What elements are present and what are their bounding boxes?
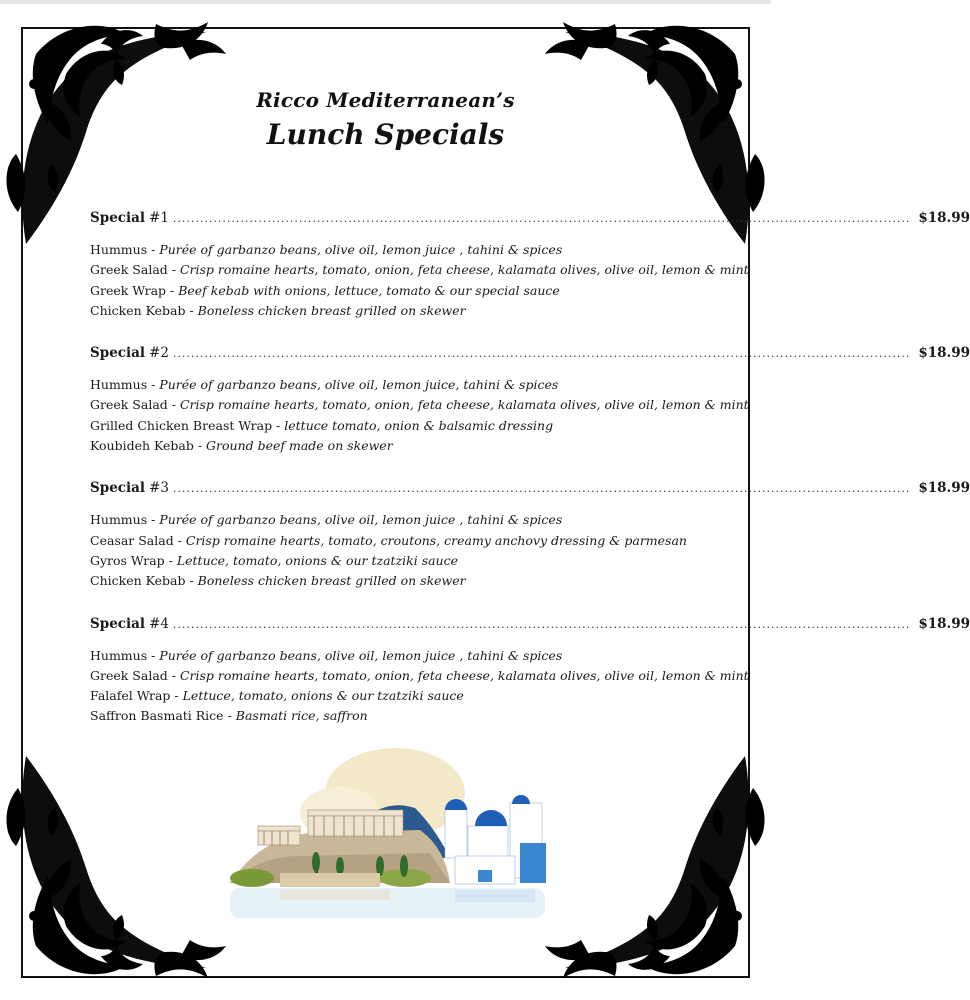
- special-label: Special: [90, 345, 146, 362]
- menu-item: [90, 240, 690, 260]
- item-separator: -: [167, 397, 180, 413]
- item-separator: -: [223, 708, 236, 724]
- item-description: Boneless chicken breast grilled on skewer: [197, 573, 466, 589]
- item-description: Purée of garbanzo beans, olive oil, lemon juice , tahini & spices: [159, 242, 563, 257]
- item-name: Chicken Kebab: [90, 573, 186, 589]
- menu-title-block: [0, 88, 771, 151]
- specials-list: [90, 210, 970, 751]
- item-separator: -: [147, 377, 160, 393]
- special-number: #4: [149, 615, 169, 632]
- item-separator: -: [173, 532, 186, 548]
- special-label: Special: [90, 210, 146, 226]
- menu-item: [90, 416, 690, 436]
- corner-ornament-bottom-left: [6, 736, 256, 986]
- item-separator: -: [164, 552, 177, 568]
- special-number: #1: [149, 210, 169, 226]
- item-separator: -: [167, 262, 180, 278]
- item-description: Lettuce, tomato, onions & our tzatziki sauce: [182, 688, 464, 704]
- menu-item: [90, 510, 690, 530]
- item-name: Greek Salad: [90, 667, 168, 683]
- item-description: Purée of garbanzo beans, olive oil, lemon juice, tahini & spices: [159, 377, 559, 393]
- menu-item: [90, 301, 690, 321]
- special-label: Special: [90, 615, 146, 632]
- item-separator: -: [167, 667, 180, 683]
- special-header: [90, 480, 970, 497]
- item-description: Crisp romaine hearts, tomato, onion, feta cheese, kalamata olives, olive oil, lemon & mint: [179, 667, 749, 683]
- special-header: [90, 615, 970, 632]
- item-description: Lettuce, tomato, onions & our tzatziki sauce: [176, 552, 459, 568]
- item-name: Hummus: [90, 242, 148, 257]
- item-description: Purée of garbanzo beans, olive oil, lemon juice , tahini & spices: [159, 647, 563, 663]
- greece-landscape-illustration: [220, 738, 550, 923]
- special-number: #2: [149, 345, 169, 362]
- item-name: Greek Salad: [90, 262, 168, 278]
- item-separator: -: [147, 512, 160, 528]
- corner-ornament-bottom-right: [515, 736, 765, 986]
- item-separator: -: [185, 573, 198, 589]
- page-title: Lunch Specials: [266, 118, 505, 151]
- menu-item: [90, 686, 690, 706]
- dot-leader: ....................................................................................................................................................................: [172, 212, 911, 225]
- menu-item: [90, 260, 749, 280]
- item-separator: -: [166, 282, 179, 298]
- restaurant-name: Ricco Mediterranean’s: [256, 88, 515, 112]
- item-description: lettuce tomato, onion & balsamic dressing: [284, 417, 554, 433]
- special-header: [90, 345, 970, 362]
- item-description: Ground beef made on skewer: [206, 438, 393, 454]
- item-separator: -: [147, 242, 160, 257]
- item-description: Crisp romaine hearts, tomato, onion, feta cheese, kalamata olives, olive oil, lemon & mint: [179, 397, 749, 413]
- item-separator: -: [272, 417, 285, 433]
- special-price: $18.99: [918, 210, 970, 226]
- special-1: [90, 210, 970, 321]
- special-label: Special: [90, 480, 146, 497]
- dot-leader: ....................................................................................................................................................................: [172, 482, 911, 496]
- item-name: Falafel Wrap: [90, 688, 171, 704]
- item-name: Chicken Kebab: [90, 302, 186, 318]
- special-2: [90, 345, 970, 456]
- special-header: [90, 210, 970, 226]
- menu-item: [90, 436, 690, 456]
- menu-item: [90, 395, 749, 415]
- special-4: [90, 615, 970, 727]
- dot-leader: ....................................................................................................................................................................: [172, 347, 911, 361]
- menu-item: [90, 281, 690, 301]
- item-name: Greek Wrap: [90, 282, 167, 298]
- item-description: Crisp romaine hearts, tomato, onion, feta cheese, kalamata olives, olive oil, lemon & mint: [179, 262, 749, 278]
- menu-item: [90, 571, 690, 591]
- item-description: Crisp romaine hearts, tomato, croutons, creamy anchovy dressing & parmesan: [185, 532, 687, 548]
- item-separator: -: [185, 302, 198, 318]
- item-description: Beef kebab with onions, lettuce, tomato & our special sauce: [178, 282, 560, 298]
- menu-item: [90, 531, 690, 551]
- item-description: Boneless chicken breast grilled on skewer: [197, 302, 466, 318]
- item-separator: -: [147, 647, 160, 663]
- item-description: Purée of garbanzo beans, olive oil, lemon juice , tahini & spices: [159, 512, 563, 528]
- item-separator: -: [170, 688, 183, 704]
- item-name: Hummus: [90, 512, 148, 528]
- special-price: $18.99: [918, 615, 970, 632]
- special-price: $18.99: [918, 480, 970, 497]
- item-name: Greek Salad: [90, 397, 168, 413]
- item-name: Hummus: [90, 647, 148, 663]
- menu-item: [90, 375, 690, 395]
- item-name: Grilled Chicken Breast Wrap: [90, 417, 273, 433]
- menu-item: [90, 706, 690, 726]
- menu-item: [90, 551, 690, 571]
- item-name: Saffron Basmati Rice: [90, 708, 224, 724]
- menu-item: [90, 666, 749, 686]
- item-separator: -: [193, 438, 207, 454]
- menu-item: [90, 646, 690, 666]
- special-number: #3: [149, 480, 169, 497]
- special-price: $18.99: [918, 345, 970, 362]
- dot-leader: ....................................................................................................................................................................: [172, 617, 911, 631]
- top-strip: [0, 0, 771, 4]
- item-name: Ceasar Salad: [90, 532, 174, 548]
- item-name: Koubideh Kebab: [90, 438, 194, 454]
- special-3: [90, 480, 970, 591]
- item-name: Gyros Wrap: [90, 552, 165, 568]
- item-name: Hummus: [90, 377, 148, 393]
- item-description: Basmati rice, saffron: [235, 708, 368, 724]
